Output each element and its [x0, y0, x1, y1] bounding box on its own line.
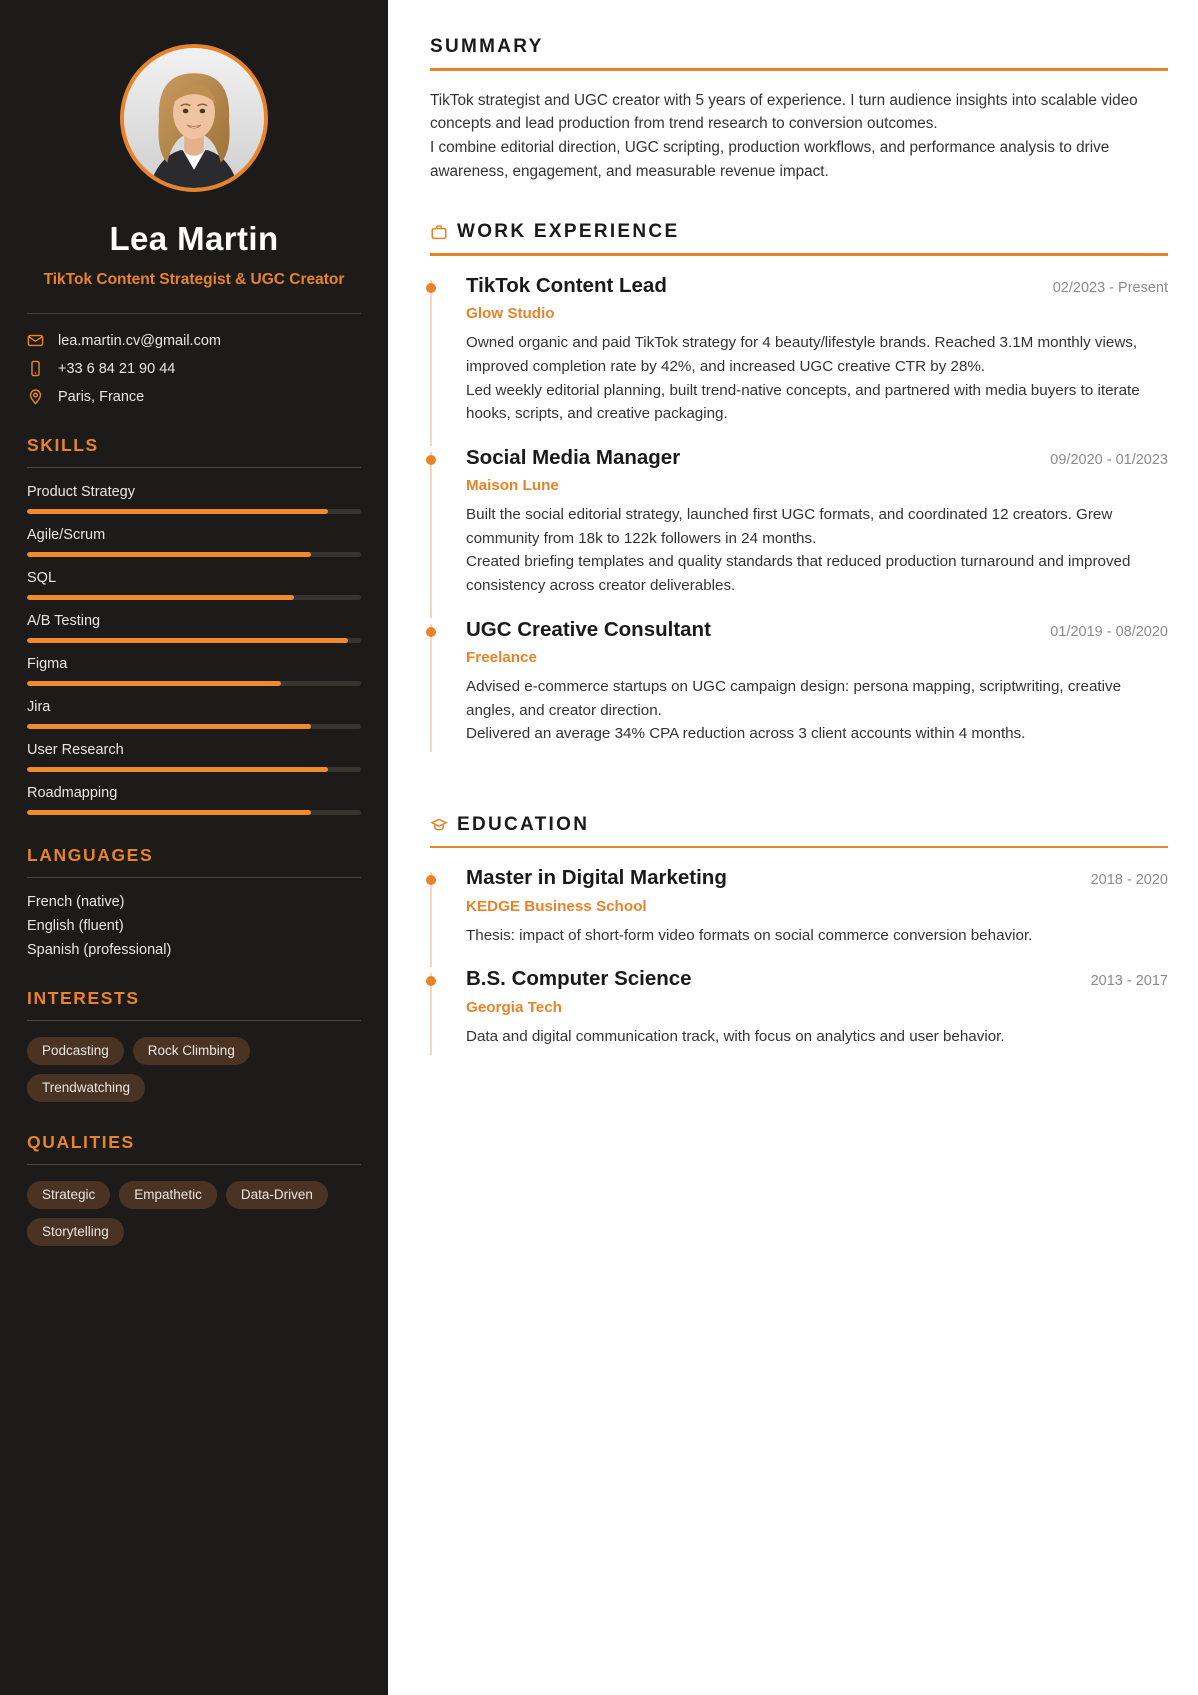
- experience-rule: [430, 253, 1168, 256]
- skill-fill: [27, 810, 311, 815]
- skill-fill: [27, 595, 294, 600]
- language-item: Spanish (professional): [27, 942, 172, 958]
- education-section: [430, 814, 1168, 1069]
- degree-school: Georgia Tech: [466, 999, 562, 1017]
- skill-track: [27, 595, 361, 600]
- interest-pill: Rock Climbing: [133, 1037, 250, 1065]
- experience-entry: [430, 274, 1168, 446]
- job-description: Created briefing templates and quality standards that reduced production turnaround and improved consistency across creator deliverables.: [466, 553, 1131, 594]
- skills-heading: SKILLS: [27, 435, 99, 455]
- job-description: Owned organic and paid TikTok strategy for 4 beauty/lifestyle brands. Reached 3.1M monthly views, improved completion rate by 42%, and increased UGC creative CTR by 28%.: [466, 334, 1138, 375]
- section-spacer: [430, 187, 1168, 221]
- education-entry: [430, 866, 1168, 967]
- skill-track: [27, 552, 361, 557]
- entry-header: [466, 618, 1168, 643]
- skill-label: A/B Testing: [27, 613, 101, 629]
- skill-label: Jira: [27, 699, 51, 715]
- contact-email[interactable]: [27, 332, 361, 349]
- education-header: [430, 814, 1168, 836]
- degree-title: Master in Digital Marketing: [466, 866, 727, 890]
- qualities-list: [27, 1181, 361, 1246]
- education-entry: [430, 967, 1168, 1068]
- skill-item: [27, 785, 361, 815]
- summary-rule: [430, 68, 1168, 71]
- sidebar-divider: [27, 313, 361, 314]
- skill-item: [27, 484, 361, 514]
- interests-rule: [27, 1020, 361, 1021]
- job-description: Built the social editorial strategy, launched first UGC formats, and coordinated 12 creators. Grew community from 18k to 122k followers in 24 months.: [466, 506, 1113, 547]
- experience-header: [430, 221, 1168, 243]
- quality-pill: Empathetic: [119, 1181, 217, 1209]
- experience-section: [430, 221, 1168, 765]
- skill-label: Agile/Scrum: [27, 527, 106, 543]
- skill-item: [27, 656, 361, 686]
- experience-entry: [430, 618, 1168, 766]
- job-title: UGC Creative Consultant: [466, 617, 711, 641]
- job-company: Freelance: [466, 649, 537, 667]
- skill-track: [27, 509, 361, 514]
- qualities-rule: [27, 1164, 361, 1165]
- skill-label: Product Strategy: [27, 484, 135, 500]
- summary-header: [430, 36, 1168, 58]
- phone-icon: [27, 360, 44, 377]
- skill-fill: [27, 552, 311, 557]
- skill-track: [27, 767, 361, 772]
- skill-item: [27, 570, 361, 600]
- degree-description: Thesis: impact of short-form video formats on social commerce conversion behavior.: [466, 926, 1033, 944]
- skill-label: User Research: [27, 742, 124, 758]
- contact-email-text: lea.martin.cv@gmail.com: [58, 332, 221, 349]
- entry-header: [466, 866, 1168, 891]
- skill-item: [27, 527, 361, 557]
- graduation-cap-icon: [430, 816, 448, 834]
- job-title: Social Media Manager: [466, 445, 681, 469]
- skill-track: [27, 724, 361, 729]
- contact-location[interactable]: [27, 388, 361, 405]
- avatar-wrap: [27, 44, 361, 192]
- interests-list: [27, 1037, 361, 1102]
- summary-paragraph: TikTok strategist and UGC creator with 5 years of experience. I turn audience insights into scalable video concepts and lead production from trend research to conversion outcomes.: [430, 91, 1138, 133]
- job-date: 02/2023 - Present: [1052, 279, 1168, 296]
- main-content: [388, 0, 1198, 1695]
- interests-heading: INTERESTS: [27, 988, 140, 1008]
- education-title: EDUCATION: [457, 813, 590, 835]
- quality-pill: Data-Driven: [226, 1181, 328, 1209]
- skill-fill: [27, 638, 348, 643]
- entry-header: [466, 967, 1168, 992]
- interest-pill: Trendwatching: [27, 1074, 145, 1102]
- languages-heading: LANGUAGES: [27, 845, 154, 865]
- skill-track: [27, 681, 361, 686]
- job-company: Glow Studio: [466, 305, 555, 323]
- languages-rule: [27, 877, 361, 878]
- degree-date: 2013 - 2017: [1090, 973, 1168, 990]
- timeline-dot-icon: [426, 976, 436, 986]
- avatar: [120, 44, 268, 192]
- experience-entry: [430, 446, 1168, 618]
- profile-photo-icon: [124, 48, 264, 188]
- timeline-dot-icon: [426, 455, 436, 465]
- degree-date: 2018 - 2020: [1090, 872, 1168, 889]
- location-pin-icon: [27, 388, 44, 405]
- summary-paragraph: I combine editorial direction, UGC scripting, production workflows, and performance analysis to drive awareness, engagement, and measurable revenue impact.: [430, 138, 1110, 180]
- skill-fill: [27, 724, 311, 729]
- contact-location-text: Paris, France: [58, 388, 145, 405]
- skill-fill: [27, 767, 328, 772]
- envelope-icon: [27, 332, 44, 349]
- job-description: Led weekly editorial planning, built trend-native concepts, and partnered with media buyers to iterate hooks, scripts, and creative packaging.: [466, 381, 1140, 423]
- contact-phone[interactable]: [27, 360, 361, 377]
- entry-header: [466, 274, 1168, 299]
- job-title: TikTok Content Lead: [466, 273, 667, 297]
- summary-title: SUMMARY: [430, 36, 544, 57]
- skills-list: [27, 484, 361, 815]
- contact-phone-text: +33 6 84 21 90 44: [58, 360, 176, 377]
- summary-section: [430, 36, 1168, 183]
- sidebar: [0, 0, 388, 1695]
- candidate-role: TikTok Content Strategist & UGC Creator: [43, 271, 345, 288]
- degree-title: B.S. Computer Science: [466, 967, 692, 991]
- qualities-heading: QUALITIES: [27, 1132, 135, 1152]
- languages-list: [27, 894, 361, 958]
- skill-label: Roadmapping: [27, 785, 118, 801]
- skill-fill: [27, 681, 281, 686]
- timeline-dot-icon: [426, 283, 436, 293]
- skill-label: SQL: [27, 570, 57, 586]
- candidate-name: Lea Martin: [109, 220, 279, 257]
- job-date: 09/2020 - 01/2023: [1050, 451, 1168, 468]
- skill-item: [27, 613, 361, 643]
- degree-description: Data and digital communication track, with focus on analytics and user behavior.: [466, 1028, 1005, 1046]
- language-item: English (fluent): [27, 918, 124, 934]
- skills-rule: [27, 467, 361, 468]
- language-item: French (native): [27, 894, 125, 910]
- briefcase-icon: [430, 223, 448, 241]
- interest-pill: Podcasting: [27, 1037, 124, 1065]
- experience-title: WORK EXPERIENCE: [457, 221, 680, 243]
- skill-track: [27, 638, 361, 643]
- job-company: Maison Lune: [466, 477, 559, 495]
- entry-header: [466, 446, 1168, 471]
- timeline-dot-icon: [426, 627, 436, 637]
- job-description: Delivered an average 34% CPA reduction across 3 client accounts within 4 months.: [466, 725, 1026, 743]
- degree-school: KEDGE Business School: [466, 897, 647, 915]
- skill-track: [27, 810, 361, 815]
- timeline-dot-icon: [426, 875, 436, 885]
- skill-fill: [27, 509, 328, 514]
- skill-item: [27, 742, 361, 772]
- job-description: Advised e-commerce startups on UGC campaign design: persona mapping, scriptwriting, creative angles, and creator direction.: [466, 678, 1122, 719]
- quality-pill: Storytelling: [27, 1218, 124, 1246]
- quality-pill: Strategic: [27, 1181, 110, 1209]
- skill-item: [27, 699, 361, 729]
- skill-label: Figma: [27, 656, 68, 672]
- education-rule: [430, 846, 1168, 849]
- job-date: 01/2019 - 08/2020: [1050, 623, 1168, 640]
- section-spacer: [430, 770, 1168, 814]
